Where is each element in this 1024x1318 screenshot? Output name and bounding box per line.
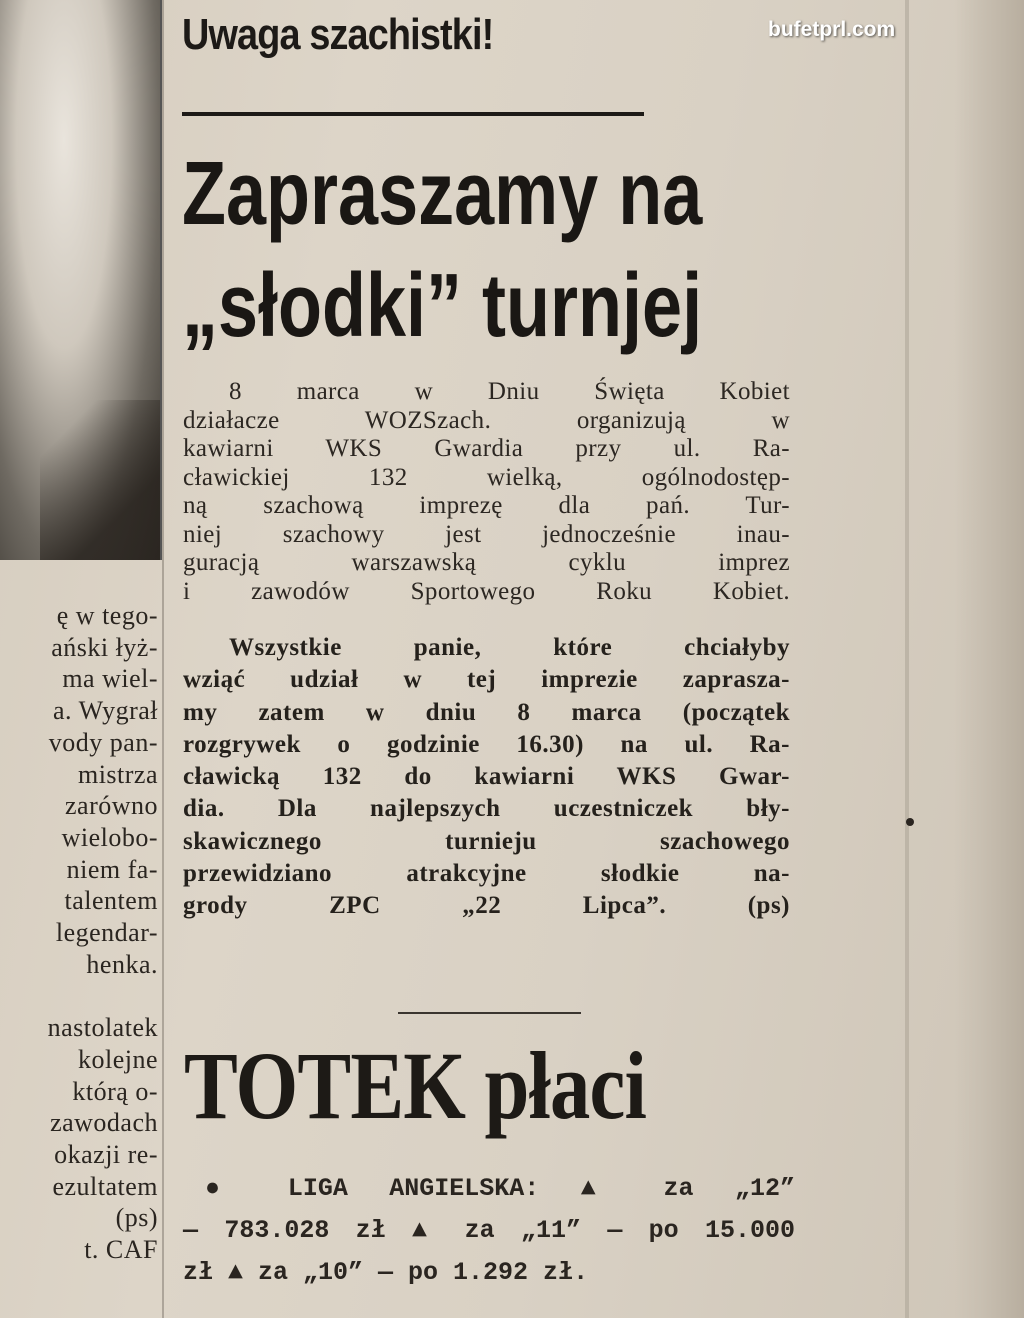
ink-dot (906, 818, 914, 826)
paragraph-line: guracją warszawską cyklu imprez (183, 549, 790, 576)
paragraph-line: cławicką 132 do kawiarni WKS Gwar- (183, 763, 790, 791)
lotto-line: zł ▲ za „10” — po 1.292 zł. (183, 1258, 589, 1287)
paragraph-line: ną szachową imprezę dla pań. Tur- (183, 492, 790, 519)
paragraph-line: i zawodów Sportowego Roku Kobiet. (183, 577, 790, 605)
kicker-heading: Uwaga szachistki! (182, 10, 494, 59)
left-line: a. Wygrał (53, 696, 158, 726)
left-line: ma wiel- (62, 664, 158, 694)
article-paragraph-2 (183, 632, 790, 923)
photo-shadow (40, 400, 160, 560)
paragraph-line: Wszystkie panie, które chciałyby (229, 634, 790, 661)
left-line: ański łyż- (51, 632, 158, 662)
left-line: (ps) (115, 1203, 158, 1233)
left-line: henka. (86, 949, 158, 979)
left-line: zarówno (64, 791, 158, 821)
lotto-line: ● LIGA ANGIELSKA: ▲ za „12” (205, 1174, 795, 1203)
paragraph-line: my zatem w dniu 8 marca (początek (183, 698, 790, 726)
article-headline (182, 138, 702, 362)
headline-line-1: Zapraszamy na (182, 144, 703, 244)
paragraph-line: skawicznego turnieju szachowego (183, 827, 790, 855)
article-paragraph-1 (183, 378, 790, 606)
paragraph-line: rozgrywek o godzinie 16.30) na ul. Ra- (183, 730, 790, 758)
totek-headline: TOTEK płaci (184, 1032, 647, 1139)
lotto-line: — 783.028 zł ▲ za „11” — po 15.000 (183, 1216, 795, 1245)
torn-edge-line (905, 0, 909, 1318)
left-line: którą o- (72, 1076, 158, 1106)
left-line: vody pan- (48, 727, 158, 757)
left-line: niem fa- (66, 854, 158, 884)
paragraph-line: działacze WOZSzach. organizują w (183, 406, 790, 434)
kicker-underline (182, 112, 644, 116)
paragraph-line: kawiarni WKS Gwardia przy ul. Ra- (183, 435, 790, 462)
headline-line-2: „słodki” turnjej (182, 256, 703, 356)
left-line: legendar- (55, 918, 158, 948)
section-separator (398, 1012, 581, 1014)
paragraph-line: cławickiej 132 wielką, ogólnodostęp- (183, 463, 790, 491)
left-line: ezultatem (52, 1171, 158, 1201)
paragraph-line: 8 marca w Dniu Święta Kobiet (229, 378, 790, 405)
left-line: okazji re- (54, 1139, 158, 1169)
left-line: kolejne (77, 1044, 158, 1074)
paragraph-line: dia. Dla najlepszych uczestniczek bły- (183, 795, 790, 823)
paper-edge (954, 0, 1024, 1318)
left-column-text (0, 600, 158, 1266)
paragraph-line: wziąć udział w tej imprezie zaprasza- (183, 666, 790, 694)
paragraph-line: przewidziano atrakcyjne słodkie na- (183, 860, 790, 888)
left-line: zawodach (50, 1108, 158, 1138)
left-line: nastolatek (47, 1013, 158, 1043)
paragraph-line: niej szachowy jest jednocześnie inau- (183, 520, 790, 548)
left-line: talentem (64, 886, 158, 916)
left-line: mistrza (77, 759, 158, 789)
lotto-results (183, 1168, 795, 1294)
left-line: ę w tego- (56, 601, 158, 630)
column-divider (162, 0, 164, 1318)
left-line (0, 980, 158, 1012)
paragraph-line: grody ZPC „22 Lipca”. (ps) (183, 892, 790, 920)
site-watermark: bufetprl.com (768, 18, 896, 41)
left-line: wielobo- (61, 822, 158, 852)
left-line: t. CAF (84, 1235, 158, 1265)
